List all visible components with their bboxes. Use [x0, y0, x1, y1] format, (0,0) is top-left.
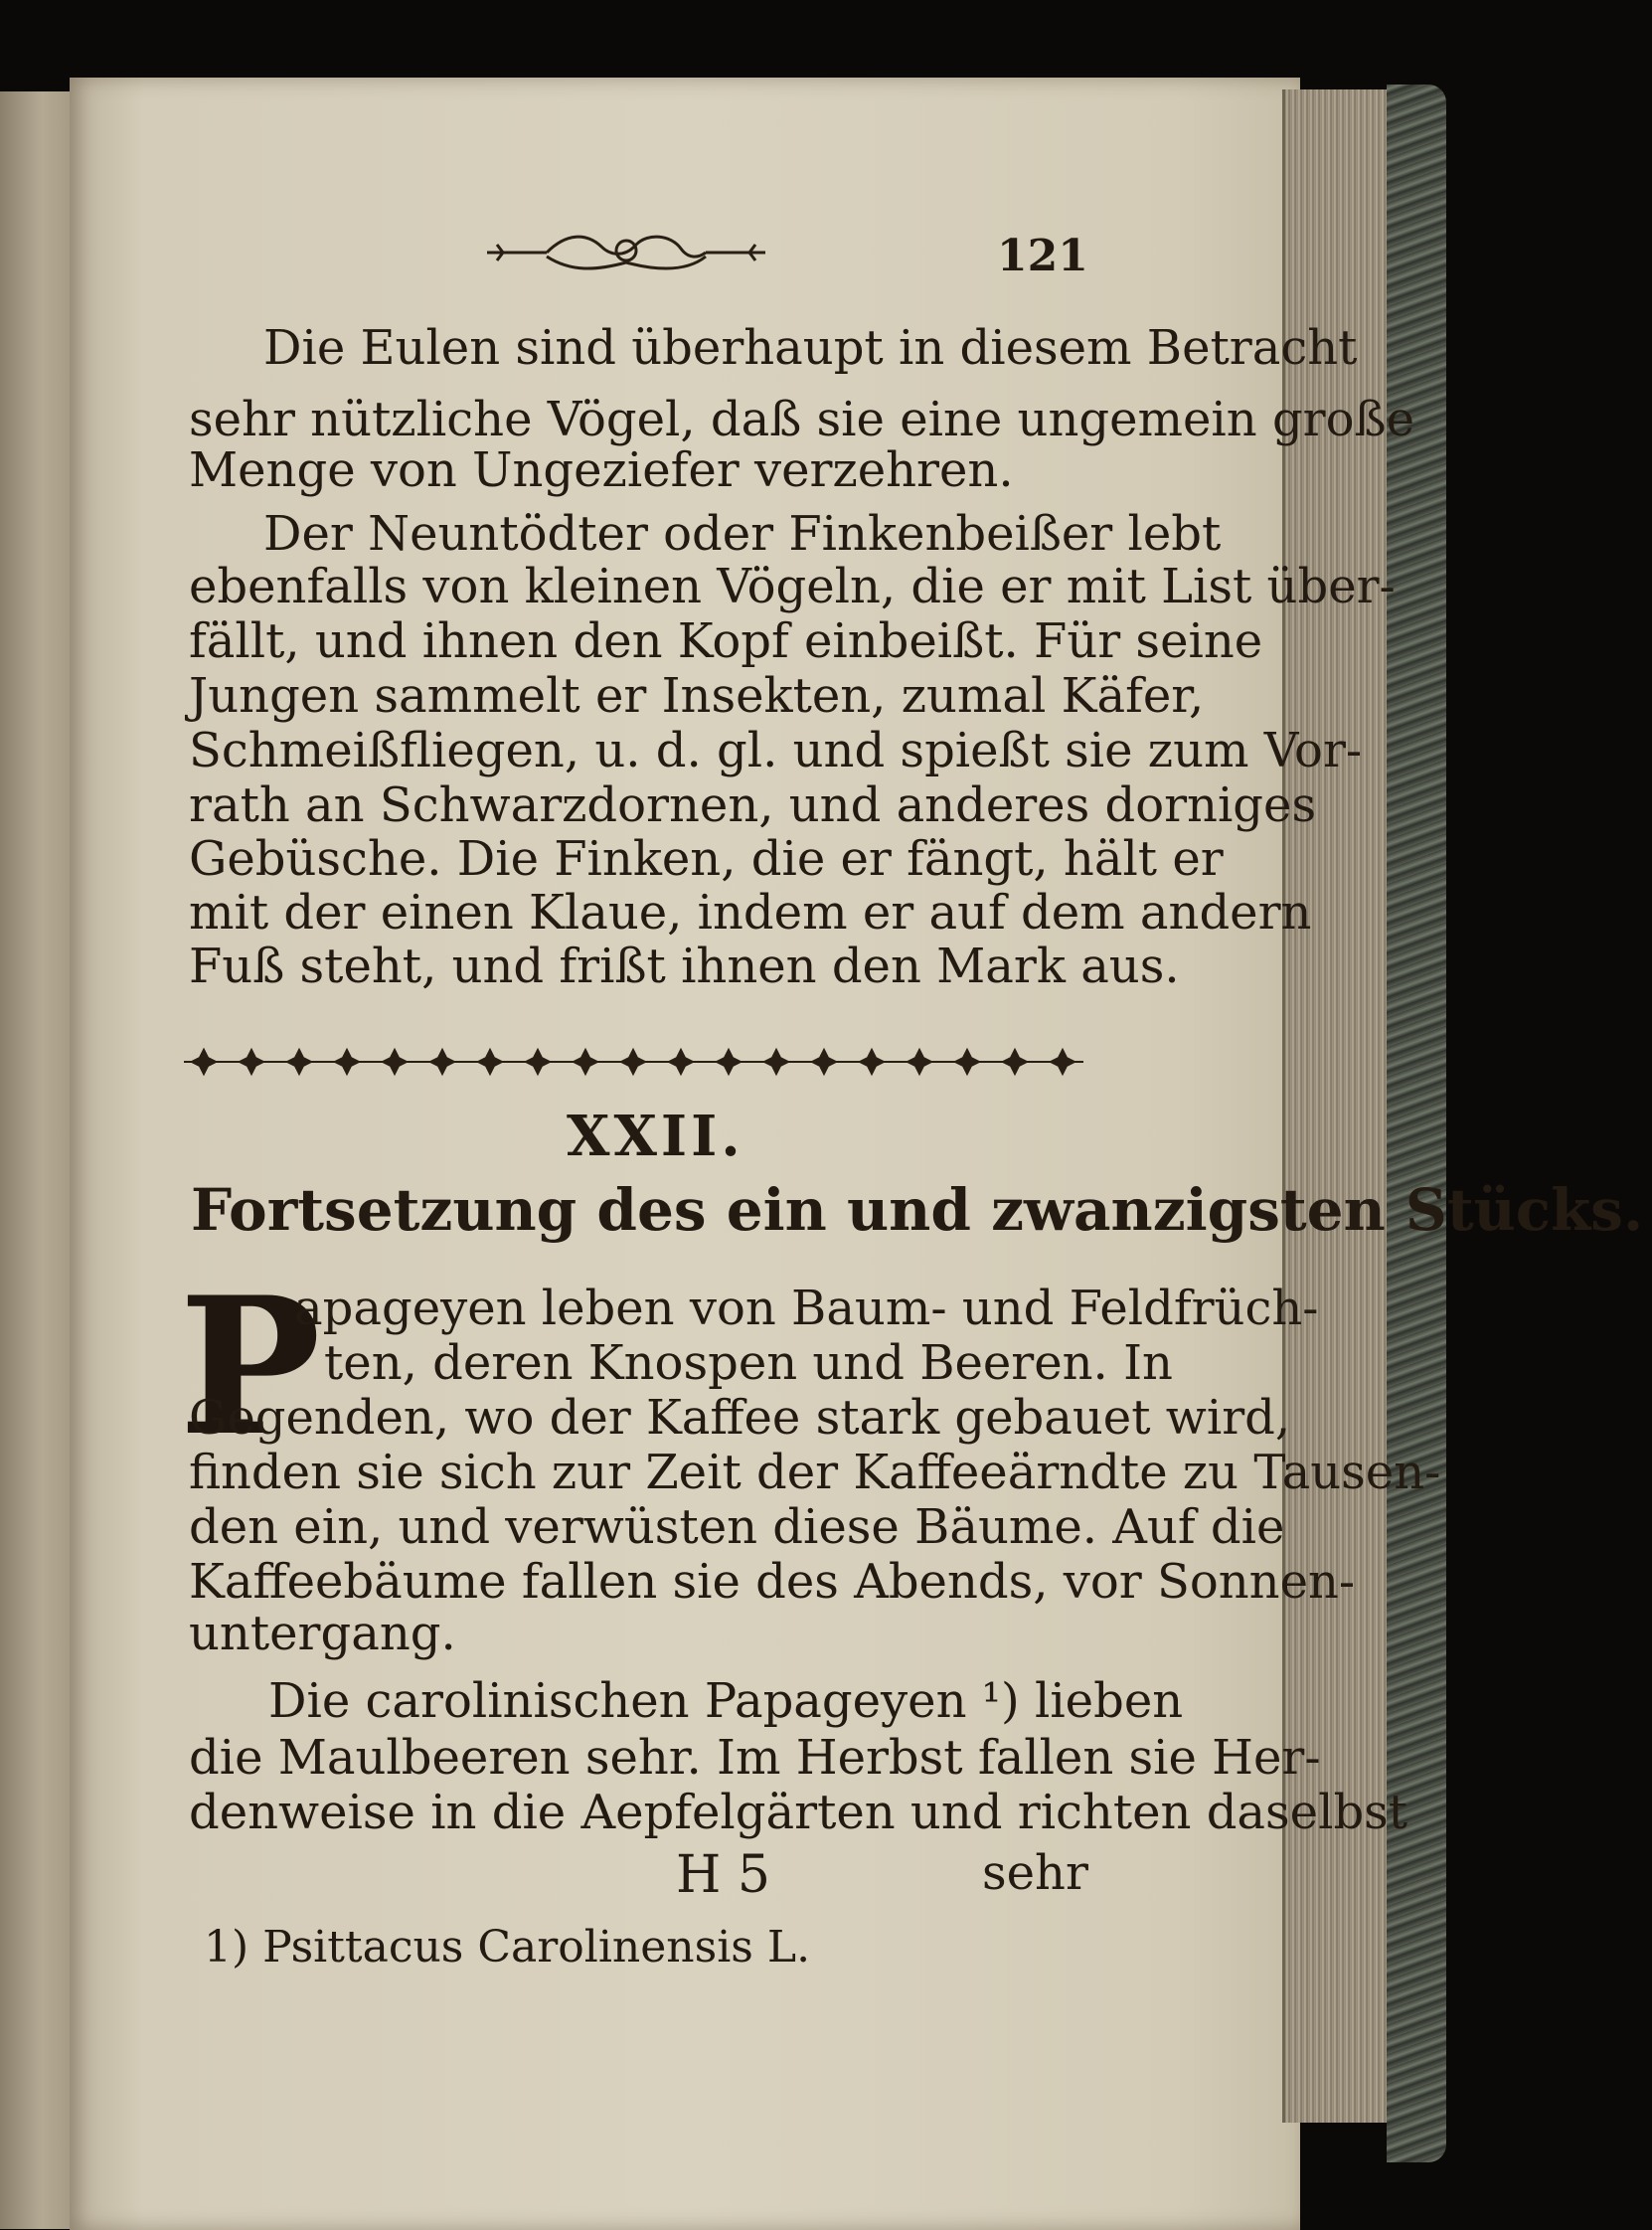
text-line: Die carolinischen Papageyen ¹) lieben [268, 1673, 1184, 1729]
catchword: sehr [982, 1845, 1088, 1901]
signature-mark: H 5 [676, 1845, 770, 1905]
ornamental-divider [184, 1042, 1083, 1082]
text-line: finden sie sich zur Zeit der Kaffeeärndte zu Tausen- [189, 1445, 1441, 1500]
text-line: Kaffeebäume fallen sie des Abends, vor Sonnen- [189, 1554, 1356, 1610]
text-line: die Maulbeeren sehr. Im Herbst fallen sie Her- [189, 1730, 1321, 1786]
text-line: den ein, und verwüsten diese Bäume. Auf die [189, 1499, 1285, 1555]
text-line: Fuß steht, und frißt ihnen den Mark aus. [189, 939, 1180, 994]
text-line: Der Neuntödter oder Finkenbeißer lebt [263, 506, 1222, 562]
text-line: apageyen leben von Baum- und Feldfrüch- [294, 1281, 1319, 1336]
text-line: Menge von Ungeziefer verzehren. [189, 442, 1014, 498]
headpiece-ornament [477, 227, 775, 278]
text-line: Die Eulen sind überhaupt in diesem Betracht [263, 320, 1358, 376]
text-line: Gebüsche. Die Finken, die er fängt, hält er [189, 831, 1224, 887]
page-number: 121 [997, 231, 1088, 281]
footnote: 1) Psittacus Carolinensis L. [204, 1922, 811, 1973]
text-line: untergang. [189, 1606, 456, 1661]
facing-page-edge [0, 91, 70, 2229]
text-line: Gegenden, wo der Kaffee stark gebauet wird, [189, 1390, 1291, 1446]
text-line: sehr nützliche Vögel, daß sie eine ungemein große [189, 392, 1414, 447]
drop-cap: P [179, 1256, 321, 1477]
text-line: Jungen sammelt er Insekten, zumal Käfer, [189, 668, 1205, 724]
text-line: denweise in die Aepfelgärten und richten daselbst [189, 1785, 1408, 1840]
text-line: fällt, und ihnen den Kopf einbeißt. Für seine [189, 613, 1263, 669]
text-line: Schmeißfliegen, u. d. gl. und spießt sie zum Vor- [189, 723, 1363, 778]
text-line: rath an Schwarzdornen, und anderes dorniges [189, 777, 1317, 833]
text-line: ten, deren Knospen und Beeren. In [324, 1335, 1173, 1391]
text-line: ebenfalls von kleinen Vögeln, die er mit List über- [189, 559, 1396, 614]
text-line: mit der einen Klaue, indem er auf dem andern [189, 885, 1312, 941]
chapter-title: Fortsetzung des ein und zwanzigsten Stücks. [191, 1176, 1644, 1244]
chapter-number: XXII. [567, 1104, 744, 1169]
